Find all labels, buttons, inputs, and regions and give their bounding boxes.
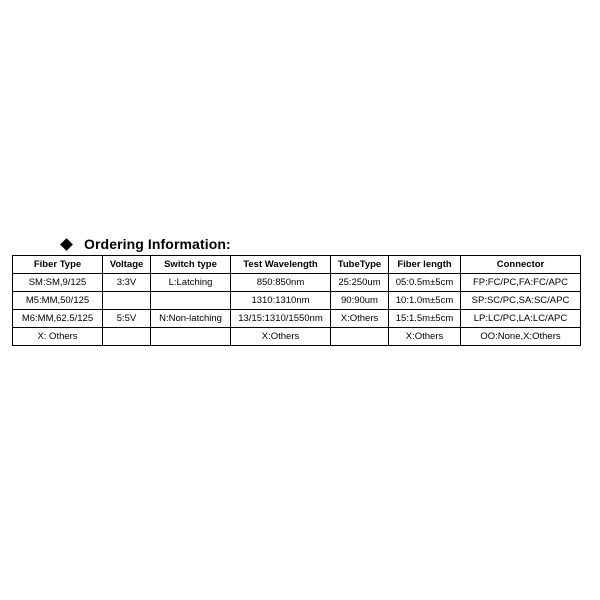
switch-type-cell: N:Non-latching: [151, 310, 231, 328]
header-voltage: Voltage: [103, 256, 151, 274]
fiber-length-cell: 15:1.5m±5cm: [389, 310, 461, 328]
fiber-type-cell: X: Others: [13, 328, 103, 346]
tube-type-cell: 90:90um: [331, 292, 389, 310]
fiber-type-cell: SM:SM,9/125: [13, 274, 103, 292]
table-row: [13, 292, 581, 310]
header-connector: Connector: [461, 256, 581, 274]
switch-type-cell: L:Latching: [151, 274, 231, 292]
voltage-cell: 3:3V: [103, 274, 151, 292]
connector-cell: OO:None,X:Others: [461, 328, 581, 346]
header-fiber-length: Fiber length: [389, 256, 461, 274]
connector-cell: LP:LC/PC,LA:LC/APC: [461, 310, 581, 328]
fiber-type-cell: M6:MM,62.5/125: [13, 310, 103, 328]
voltage-cell: 5:5V: [103, 310, 151, 328]
voltage-cell: [103, 292, 151, 310]
test-wavelength-cell: 1310:1310nm: [231, 292, 331, 310]
fiber-type-cell: M5:MM,50/125: [13, 292, 103, 310]
switch-type-cell: [151, 328, 231, 346]
header-switch-type: Switch type: [151, 256, 231, 274]
fiber-length-cell: 10:1.0m±5cm: [389, 292, 461, 310]
header-fiber-type: Fiber Type: [13, 256, 103, 274]
fiber-length-cell: 05:0.5m±5cm: [389, 274, 461, 292]
table-header-row: [13, 256, 581, 274]
fiber-length-cell: X:Others: [389, 328, 461, 346]
tube-type-cell: [331, 328, 389, 346]
connector-cell: SP:SC/PC,SA:SC/APC: [461, 292, 581, 310]
section-title: Ordering Information:: [84, 236, 231, 252]
voltage-cell: [103, 328, 151, 346]
table-row: [13, 310, 581, 328]
tube-type-cell: X:Others: [331, 310, 389, 328]
connector-cell: FP:FC/PC,FA:FC/APC: [461, 274, 581, 292]
header-tube-type: TubeType: [331, 256, 389, 274]
table-row: [13, 328, 581, 346]
ordering-table: [12, 255, 581, 346]
table-row: [13, 274, 581, 292]
header-test-wavelength: Test Wavelength: [231, 256, 331, 274]
ordering-information-heading: [62, 235, 231, 253]
test-wavelength-cell: X:Others: [231, 328, 331, 346]
switch-type-cell: [151, 292, 231, 310]
diamond-bullet-icon: [60, 238, 73, 251]
test-wavelength-cell: 13/15:1310/1550nm: [231, 310, 331, 328]
tube-type-cell: 25:250um: [331, 274, 389, 292]
test-wavelength-cell: 850:850nm: [231, 274, 331, 292]
